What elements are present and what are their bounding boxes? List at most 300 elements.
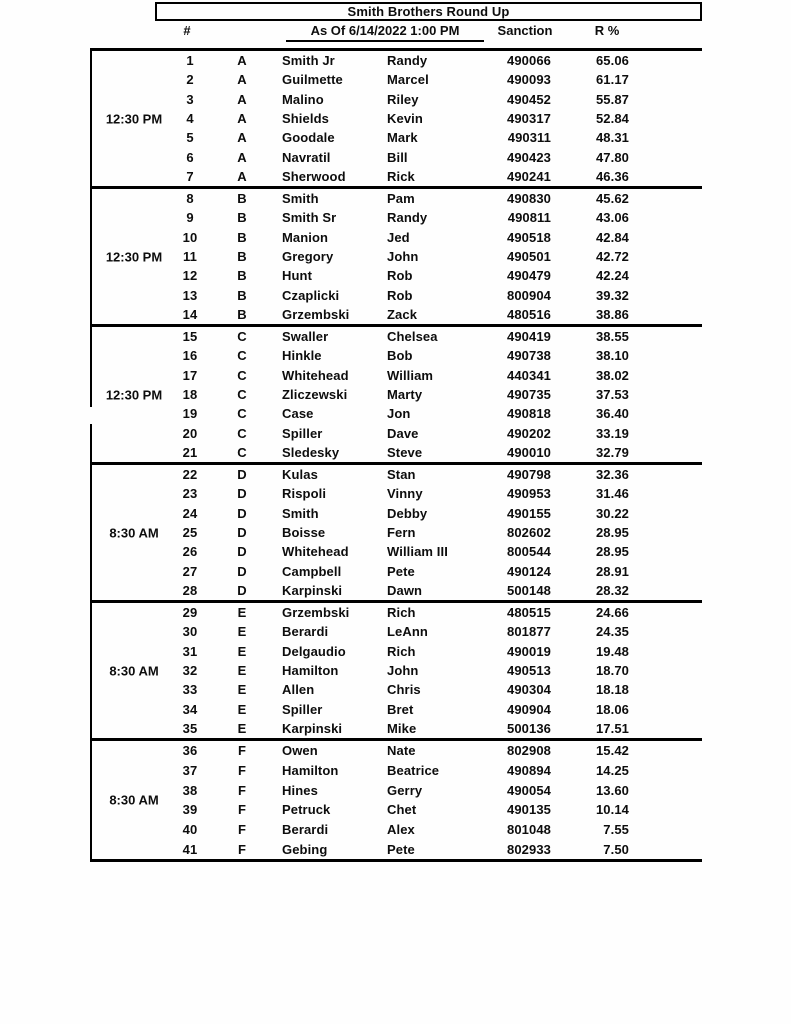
table-left-border-lower — [90, 424, 92, 859]
last-name: Grzembski — [282, 605, 350, 621]
bowler-row — [90, 800, 702, 820]
last-name: Allen — [282, 682, 315, 698]
last-name: Petruck — [282, 802, 331, 818]
average-percent: 24.35 — [595, 624, 629, 640]
division-letter: A — [237, 72, 247, 88]
first-name: William — [387, 367, 434, 383]
average-percent: 18.70 — [595, 662, 629, 678]
first-name: Bob — [387, 348, 413, 364]
sanction-number: 490501 — [507, 248, 551, 264]
sanction-number: 490304 — [507, 682, 551, 698]
bowler-number: 5 — [186, 130, 194, 146]
last-name: Smith Sr — [282, 210, 337, 226]
last-name: Hamilton — [282, 763, 339, 778]
sanction-number: 500148 — [507, 582, 551, 598]
bowler-number: 17 — [182, 367, 198, 383]
sanction-number: 490818 — [507, 406, 551, 422]
first-name: Rob — [387, 268, 413, 284]
as-of-timestamp: As Of 6/14/2022 1:00 PM — [286, 23, 484, 42]
division-letter: E — [237, 643, 247, 659]
first-name: Debby — [387, 505, 428, 521]
average-percent: 42.72 — [595, 248, 629, 264]
first-name: Riley — [387, 91, 419, 107]
sanction-number: 490202 — [507, 425, 551, 441]
sanction-number: 490423 — [507, 149, 551, 165]
sanction-number: 490811 — [507, 210, 551, 226]
bowler-row — [90, 189, 702, 208]
bowler-number: 4 — [186, 110, 194, 126]
last-name: Smith — [282, 191, 319, 207]
bowler-number: 32 — [182, 662, 198, 678]
average-percent: 39.32 — [595, 287, 629, 303]
division-letter: D — [237, 505, 247, 521]
last-name: Berardi — [282, 822, 329, 838]
average-percent: 47.80 — [595, 149, 629, 165]
last-name: Boisse — [282, 524, 326, 540]
sanction-number: 490518 — [507, 229, 551, 245]
sanction-number: 490311 — [507, 130, 551, 146]
division-letter: B — [237, 306, 247, 322]
bowler-number: 8 — [186, 191, 194, 207]
table-left-border-upper — [90, 48, 92, 407]
bowler-row — [90, 839, 702, 859]
average-percent: 7.50 — [603, 841, 629, 857]
bowler-number: 40 — [182, 822, 198, 838]
first-name: Alex — [387, 822, 415, 838]
last-name: Sherwood — [282, 168, 346, 184]
bowler-row — [90, 820, 702, 840]
bowler-row — [90, 266, 702, 285]
first-name: John — [387, 248, 419, 264]
division-letter: C — [237, 367, 247, 383]
division-letter: E — [237, 605, 247, 621]
first-name: Pam — [387, 191, 415, 207]
last-name: Whitehead — [282, 544, 349, 560]
squad-group — [90, 186, 702, 324]
squad-rows — [90, 465, 702, 600]
division-letter: E — [237, 682, 247, 698]
last-name: Gregory — [282, 248, 334, 264]
sanction-number: 490479 — [507, 268, 551, 284]
last-name: Spiller — [282, 701, 323, 717]
average-percent: 7.55 — [603, 822, 629, 838]
average-percent: 36.40 — [595, 406, 629, 422]
bowler-row — [90, 642, 702, 661]
average-percent: 38.86 — [595, 306, 629, 322]
first-name: Randy — [387, 53, 428, 69]
bowler-row — [90, 603, 702, 622]
bowler-row — [90, 147, 702, 166]
sanction-number: 802602 — [507, 524, 551, 540]
first-name: Gerry — [387, 782, 423, 798]
bowler-number: 13 — [182, 287, 198, 303]
last-name: Case — [282, 406, 314, 422]
last-name: Hamilton — [282, 662, 339, 678]
division-letter: D — [237, 524, 247, 540]
average-percent: 14.25 — [595, 763, 629, 778]
bowler-number: 2 — [186, 72, 194, 88]
squad-group — [90, 462, 702, 600]
squad-groups-container — [90, 48, 702, 859]
bowler-row — [90, 761, 702, 781]
average-percent: 33.19 — [595, 425, 629, 441]
sanction-number: 490241 — [507, 168, 551, 184]
column-header-sanction: Sanction — [497, 23, 553, 38]
last-name: Hinkle — [282, 348, 322, 364]
sanction-number: 490798 — [507, 467, 551, 483]
first-name: Stan — [387, 467, 416, 483]
division-letter: D — [237, 486, 247, 502]
bowler-row — [90, 128, 702, 147]
column-header-number: # — [183, 23, 191, 38]
squad-time-label: 8:30 AM — [109, 663, 159, 678]
bowler-row — [90, 385, 702, 404]
average-percent: 52.84 — [595, 110, 629, 126]
average-percent: 61.17 — [595, 72, 629, 88]
division-letter: C — [237, 386, 247, 402]
bowler-number: 33 — [182, 682, 198, 698]
sanction-number: 490738 — [507, 348, 551, 364]
first-name: Chelsea — [387, 329, 438, 345]
sanction-number: 490513 — [507, 662, 551, 678]
column-header-rpercent: R % — [594, 23, 620, 38]
bowler-number: 39 — [182, 802, 198, 818]
first-name: Nate — [387, 743, 416, 759]
average-percent: 17.51 — [595, 720, 629, 736]
bowler-row — [90, 51, 702, 70]
average-percent: 31.46 — [595, 486, 629, 502]
first-name: Mike — [387, 720, 417, 736]
first-name: Dawn — [387, 582, 423, 598]
average-percent: 38.02 — [595, 367, 629, 383]
bowler-row — [90, 719, 702, 738]
division-letter: C — [237, 425, 247, 441]
first-name: Bret — [387, 701, 414, 717]
average-percent: 48.31 — [595, 130, 629, 146]
bowler-number: 1 — [186, 53, 194, 69]
division-letter: F — [237, 822, 247, 838]
division-letter: D — [237, 544, 247, 560]
bowler-row — [90, 404, 702, 423]
bowler-number: 18 — [182, 386, 198, 402]
average-percent: 65.06 — [595, 53, 629, 69]
division-letter: F — [237, 841, 247, 857]
sanction-number: 500136 — [507, 720, 551, 736]
sanction-number: 490735 — [507, 386, 551, 402]
first-name: LeAnn — [387, 624, 428, 640]
division-letter: E — [237, 662, 247, 678]
last-name: Delgaudio — [282, 643, 346, 659]
bowler-row — [90, 423, 702, 442]
division-letter: F — [237, 763, 247, 778]
last-name: Campbell — [282, 563, 342, 579]
division-letter: A — [237, 53, 247, 69]
sanction-number: 802908 — [507, 743, 551, 759]
bowler-row — [90, 523, 702, 542]
average-percent: 42.24 — [595, 268, 629, 284]
bowler-row — [90, 228, 702, 247]
sanction-number: 490155 — [507, 505, 551, 521]
last-name: Shields — [282, 110, 329, 126]
bowler-row — [90, 484, 702, 503]
bowler-row — [90, 70, 702, 89]
bowler-number: 25 — [182, 524, 198, 540]
division-letter: A — [237, 168, 247, 184]
sanction-number: 800544 — [507, 544, 551, 560]
sanction-number: 480516 — [507, 306, 551, 322]
division-letter: A — [237, 91, 247, 107]
bowler-number: 34 — [182, 701, 198, 717]
bowler-row — [90, 366, 702, 385]
bowler-number: 38 — [182, 782, 198, 798]
last-name: Berardi — [282, 624, 329, 640]
squad-group — [90, 600, 702, 738]
first-name: Steve — [387, 444, 423, 460]
average-percent: 37.53 — [595, 386, 629, 402]
squad-time-label: 12:30 PM — [105, 387, 163, 402]
bowler-number: 12 — [182, 268, 198, 284]
average-percent: 15.42 — [595, 743, 629, 759]
sanction-number: 490135 — [507, 802, 551, 818]
division-letter: F — [237, 743, 247, 759]
bowler-number: 7 — [186, 168, 194, 184]
division-letter: E — [237, 701, 247, 717]
average-percent: 18.06 — [595, 701, 629, 717]
bowler-number: 35 — [182, 720, 198, 736]
bowler-number: 41 — [182, 841, 198, 857]
division-letter: D — [237, 582, 247, 598]
squad-rows — [90, 327, 702, 462]
first-name: Bill — [387, 149, 408, 165]
sanction-number: 490904 — [507, 701, 551, 717]
average-percent: 28.91 — [595, 563, 629, 579]
first-name: Pete — [387, 563, 415, 579]
last-name: Owen — [282, 743, 318, 759]
division-letter: C — [237, 348, 247, 364]
first-name: Rich — [387, 643, 416, 659]
first-name: Chris — [387, 682, 421, 698]
bowler-row — [90, 581, 702, 600]
bowler-row — [90, 661, 702, 680]
squad-rows — [90, 741, 702, 859]
last-name: Whitehead — [282, 367, 349, 383]
bowler-row — [90, 542, 702, 561]
bowler-number: 37 — [182, 763, 198, 778]
sanction-number: 801877 — [507, 624, 551, 640]
average-percent: 32.36 — [595, 467, 629, 483]
bowler-number: 6 — [186, 149, 194, 165]
bowler-number: 14 — [182, 306, 198, 322]
bowler-number: 36 — [182, 743, 198, 759]
first-name: Vinny — [387, 486, 423, 502]
bowler-number: 20 — [182, 425, 198, 441]
bowler-number: 28 — [182, 582, 198, 598]
average-percent: 28.95 — [595, 544, 629, 560]
bowler-row — [90, 680, 702, 699]
division-letter: B — [237, 191, 247, 207]
division-letter: C — [237, 329, 247, 345]
sanction-number: 490019 — [507, 643, 551, 659]
bowler-number: 27 — [182, 563, 198, 579]
last-name: Smith — [282, 505, 319, 521]
last-name: Guilmette — [282, 72, 343, 88]
sanction-number: 490894 — [507, 763, 551, 778]
sanction-number: 490419 — [507, 329, 551, 345]
bowler-number: 23 — [182, 486, 198, 502]
division-letter: B — [237, 229, 247, 245]
bowler-number: 22 — [182, 467, 198, 483]
sanction-number: 490830 — [507, 191, 551, 207]
first-name: John — [387, 662, 419, 678]
last-name: Karpinski — [282, 582, 343, 598]
roster-table — [90, 48, 702, 862]
last-name: Swaller — [282, 329, 329, 345]
sanction-number: 800904 — [507, 287, 551, 303]
division-letter: E — [237, 720, 247, 736]
first-name: Randy — [387, 210, 428, 226]
division-letter: A — [237, 130, 247, 146]
average-percent: 55.87 — [595, 91, 629, 107]
sanction-number: 490124 — [507, 563, 551, 579]
sanction-number: 490317 — [507, 110, 551, 126]
bowler-number: 30 — [182, 624, 198, 640]
division-letter: E — [237, 624, 247, 640]
sanction-number: 490010 — [507, 444, 551, 460]
bowler-row — [90, 305, 702, 324]
division-letter: D — [237, 467, 247, 483]
division-letter: B — [237, 248, 247, 264]
first-name: Rick — [387, 168, 415, 184]
bowler-number: 26 — [182, 544, 198, 560]
average-percent: 28.32 — [595, 582, 629, 598]
last-name: Navratil — [282, 149, 331, 165]
bowler-row — [90, 741, 702, 761]
first-name: Fern — [387, 524, 416, 540]
last-name: Smith Jr — [282, 53, 335, 69]
division-letter: F — [237, 802, 247, 818]
squad-group — [90, 738, 702, 859]
bowler-row — [90, 443, 702, 462]
last-name: Sledesky — [282, 444, 340, 460]
average-percent: 28.95 — [595, 524, 629, 540]
average-percent: 30.22 — [595, 505, 629, 521]
average-percent: 18.18 — [595, 682, 629, 698]
squad-group — [90, 324, 702, 462]
bowler-row — [90, 622, 702, 641]
division-letter: B — [237, 268, 247, 284]
squad-rows — [90, 189, 702, 324]
last-name: Rispoli — [282, 486, 327, 502]
squad-time-label: 8:30 AM — [109, 792, 159, 808]
average-percent: 38.55 — [595, 329, 629, 345]
last-name: Spiller — [282, 425, 323, 441]
division-letter: C — [237, 444, 247, 460]
average-percent: 46.36 — [595, 168, 629, 184]
squad-time-label: 8:30 AM — [109, 525, 159, 540]
sanction-number: 490093 — [507, 72, 551, 88]
bowler-number: 21 — [182, 444, 198, 460]
first-name: Zack — [387, 306, 418, 322]
last-name: Hunt — [282, 268, 312, 284]
division-letter: D — [237, 563, 247, 579]
bowler-row — [90, 465, 702, 484]
bowler-row — [90, 208, 702, 227]
division-letter: A — [237, 110, 247, 126]
division-letter: B — [237, 210, 247, 226]
bowler-row — [90, 285, 702, 304]
bowler-row — [90, 561, 702, 580]
first-name: Mark — [387, 130, 418, 146]
last-name: Grzembski — [282, 306, 350, 322]
division-letter: C — [237, 406, 247, 422]
last-name: Gebing — [282, 841, 328, 857]
last-name: Hines — [282, 782, 318, 798]
bowler-row — [90, 247, 702, 266]
bowler-number: 15 — [182, 329, 198, 345]
last-name: Malino — [282, 91, 324, 107]
bowler-number: 29 — [182, 605, 198, 621]
division-letter: A — [237, 149, 247, 165]
sanction-number: 490054 — [507, 782, 551, 798]
average-percent: 13.60 — [595, 782, 629, 798]
sanction-number: 440341 — [507, 367, 551, 383]
bowler-number: 11 — [183, 248, 197, 264]
first-name: Kevin — [387, 110, 423, 126]
first-name: Rich — [387, 605, 416, 621]
squad-rows — [90, 51, 702, 186]
bowler-row — [90, 699, 702, 718]
sanction-number: 490066 — [507, 53, 551, 69]
squad-time-label: 12:30 PM — [105, 111, 163, 126]
first-name: Chet — [387, 802, 417, 818]
bowler-number: 31 — [182, 643, 198, 659]
average-percent: 19.48 — [595, 643, 629, 659]
squad-rows — [90, 603, 702, 738]
bowler-row — [90, 167, 702, 186]
bowler-number: 10 — [182, 229, 198, 245]
average-percent: 24.66 — [595, 605, 629, 621]
bowler-row — [90, 90, 702, 109]
bowler-number: 16 — [182, 348, 198, 364]
last-name: Czaplicki — [282, 287, 340, 303]
bowler-number: 9 — [186, 210, 194, 226]
page-title: Smith Brothers Round Up — [347, 4, 510, 19]
division-letter: F — [237, 782, 247, 798]
average-percent: 43.06 — [595, 210, 629, 226]
squad-time-label: 12:30 PM — [105, 249, 163, 264]
average-percent: 10.14 — [595, 802, 629, 818]
sanction-number: 480515 — [507, 605, 551, 621]
average-percent: 32.79 — [595, 444, 629, 460]
bowler-row — [90, 327, 702, 346]
first-name: Rob — [387, 287, 413, 303]
bowler-number: 24 — [182, 505, 198, 521]
first-name: Pete — [387, 841, 415, 857]
last-name: Goodale — [282, 130, 335, 146]
title-box — [155, 2, 702, 21]
bowler-number: 19 — [182, 406, 198, 422]
sanction-number: 802933 — [507, 841, 551, 857]
last-name: Manion — [282, 229, 329, 245]
sanction-number: 490452 — [507, 91, 551, 107]
average-percent: 45.62 — [595, 191, 629, 207]
bowler-row — [90, 109, 702, 128]
first-name: William III — [387, 544, 448, 560]
average-percent: 38.10 — [595, 348, 629, 364]
average-percent: 42.84 — [595, 229, 629, 245]
division-letter: B — [237, 287, 247, 303]
bowler-row — [90, 504, 702, 523]
